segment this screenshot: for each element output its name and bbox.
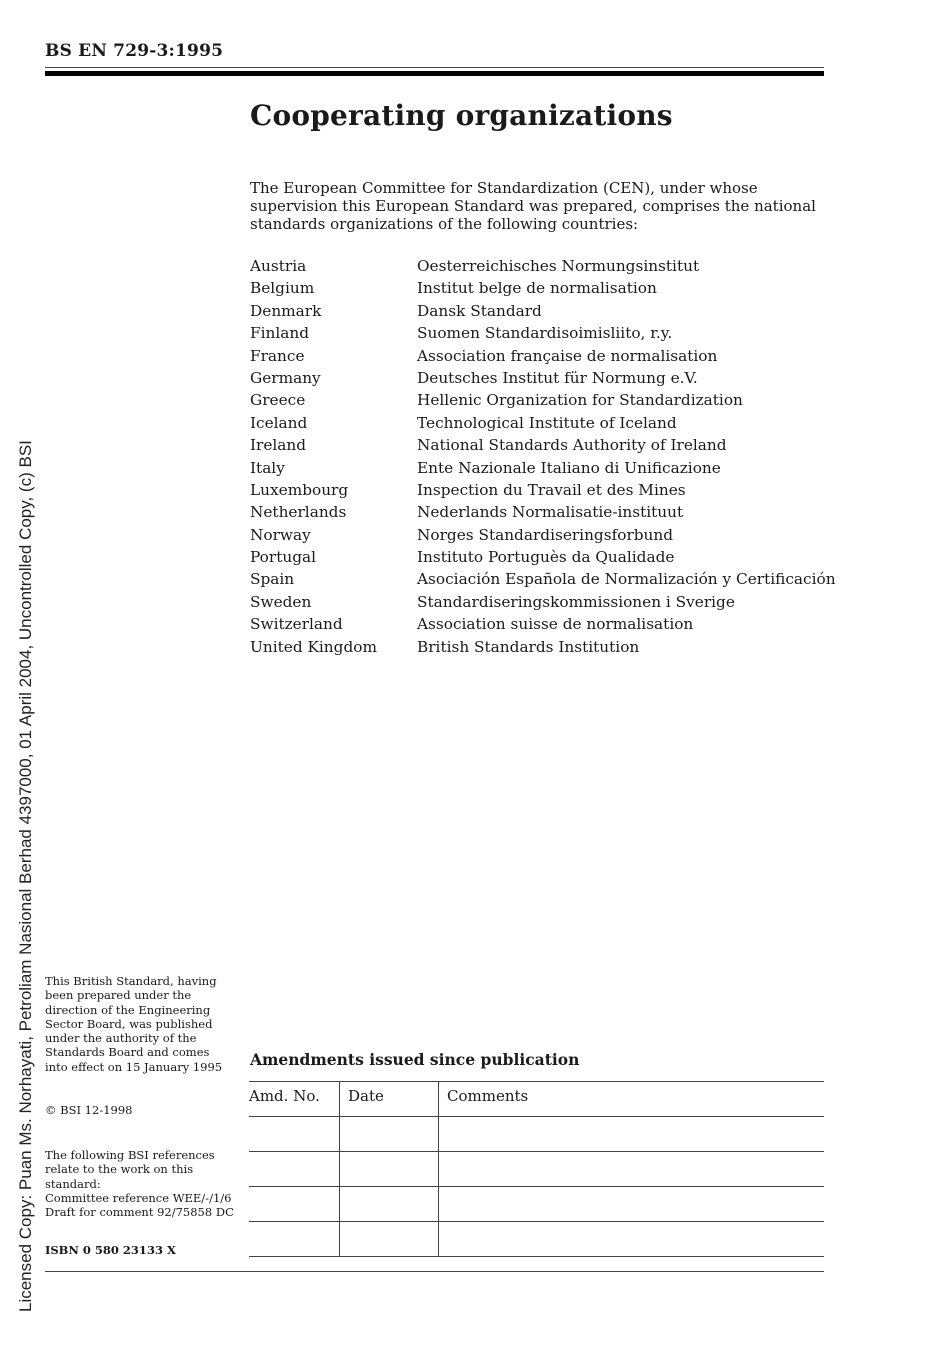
amendments-table bbox=[249, 1081, 824, 1257]
country: Ireland bbox=[250, 436, 307, 455]
committee-reference: Committee reference WEE/-/1/6 bbox=[45, 1190, 232, 1205]
list-item bbox=[250, 636, 836, 658]
table-cell bbox=[439, 1222, 825, 1257]
country: Switzerland bbox=[250, 615, 343, 634]
table-cell bbox=[340, 1187, 439, 1222]
organization-name: Dansk Standard bbox=[417, 301, 542, 320]
table-row bbox=[249, 1187, 824, 1222]
country: Finland bbox=[250, 324, 310, 343]
list-item bbox=[250, 367, 836, 389]
table-row bbox=[249, 1152, 824, 1187]
organization-name: Asociación Española de Normalización y Certificación bbox=[417, 570, 836, 589]
organization-name: Standardiseringskommissionen i Sverige bbox=[417, 592, 735, 611]
country: Luxembourg bbox=[250, 480, 349, 499]
country: Netherlands bbox=[250, 503, 347, 522]
list-item bbox=[250, 591, 836, 613]
list-item bbox=[250, 277, 836, 299]
list-item bbox=[250, 300, 836, 322]
table-cell bbox=[249, 1222, 340, 1257]
country: Spain bbox=[250, 570, 295, 589]
list-item bbox=[250, 524, 836, 546]
table-cell bbox=[249, 1187, 340, 1222]
list-item bbox=[250, 568, 836, 590]
page-title: Cooperating organizations bbox=[250, 99, 673, 132]
organization-name: Deutsches Institut für Normung e.V. bbox=[417, 368, 698, 387]
organization-name: Institut belge de normalisation bbox=[417, 279, 657, 298]
column-header-date: Date bbox=[340, 1082, 439, 1117]
list-item bbox=[250, 255, 836, 277]
country: Sweden bbox=[250, 592, 312, 611]
organization-name: Norges Standardiseringsforbund bbox=[417, 525, 674, 544]
table-cell bbox=[340, 1152, 439, 1187]
organization-name: Association suisse de normalisation bbox=[417, 615, 694, 634]
copyright-note: © BSI 12-1998 bbox=[45, 1103, 133, 1117]
intro-paragraph: The European Committee for Standardization (CEN), under whose supervision this European Standard was prepared, comprises the national standards organizations of the following countries: bbox=[250, 179, 816, 233]
country: Iceland bbox=[250, 413, 308, 432]
organization-name: National Standards Authority of Ireland bbox=[417, 436, 727, 455]
table-cell bbox=[439, 1152, 825, 1187]
table-cell bbox=[249, 1117, 340, 1152]
organization-list bbox=[250, 255, 836, 658]
country: Germany bbox=[250, 368, 321, 387]
country: United Kingdom bbox=[250, 637, 377, 656]
header-rule-thick bbox=[45, 71, 824, 76]
list-item bbox=[250, 322, 836, 344]
organization-name: Instituto Portuguès da Qualidade bbox=[417, 548, 675, 567]
bsi-references bbox=[45, 1148, 245, 1219]
country: Norway bbox=[250, 525, 311, 544]
document-id: BS EN 729-3:1995 bbox=[45, 41, 224, 61]
list-item bbox=[250, 479, 836, 501]
column-header-comments: Comments bbox=[439, 1082, 825, 1117]
header-rule-thin bbox=[45, 67, 824, 68]
organization-name: Nederlands Normalisatie-instituut bbox=[417, 503, 684, 522]
list-item bbox=[250, 412, 836, 434]
country: Portugal bbox=[250, 548, 316, 567]
organization-name: Technological Institute of Iceland bbox=[417, 413, 677, 432]
organization-name: Association française de normalisation bbox=[417, 346, 718, 365]
organization-name: British Standards Institution bbox=[417, 637, 640, 656]
organization-name: Ente Nazionale Italiano di Unificazione bbox=[417, 458, 721, 477]
list-item bbox=[250, 434, 836, 456]
column-header-amd-no: Amd. No. bbox=[249, 1082, 340, 1117]
table-cell bbox=[439, 1117, 825, 1152]
list-item bbox=[250, 457, 836, 479]
country: Italy bbox=[250, 458, 285, 477]
country: Belgium bbox=[250, 279, 315, 298]
table-cell bbox=[249, 1152, 340, 1187]
list-item bbox=[250, 389, 836, 411]
country: Greece bbox=[250, 391, 306, 410]
organization-name: Suomen Standardisoimisliito, r.y. bbox=[417, 324, 673, 343]
isbn: ISBN 0 580 23133 X bbox=[45, 1243, 176, 1257]
license-watermark: Licensed Copy: Puan Ms. Norhayati, Petroliam Nasional Berhad 4397000, 01 April 2004, Uncontrolled Copy, (c) BSI bbox=[16, 440, 35, 1312]
amendments-title: Amendments issued since publication bbox=[250, 1050, 580, 1069]
organization-name: Oesterreichisches Normungsinstitut bbox=[417, 257, 700, 275]
country: France bbox=[250, 346, 305, 365]
draft-reference: Draft for comment 92/75858 DC bbox=[45, 1205, 234, 1220]
list-item bbox=[250, 546, 836, 568]
list-item bbox=[250, 345, 836, 367]
table-header-row bbox=[249, 1082, 824, 1117]
organization-name: Hellenic Organization for Standardization bbox=[417, 391, 743, 410]
table-cell bbox=[340, 1117, 439, 1152]
country: Austria bbox=[250, 257, 307, 275]
list-item bbox=[250, 613, 836, 635]
references-intro: The following BSI references relate to the work on this standard: bbox=[45, 1148, 215, 1191]
organization-name: Inspection du Travail et des Mines bbox=[417, 480, 686, 499]
country: Denmark bbox=[250, 301, 322, 320]
table-row bbox=[249, 1117, 824, 1152]
footer-rule bbox=[45, 1271, 824, 1272]
table-row bbox=[249, 1222, 824, 1257]
table-cell bbox=[439, 1187, 825, 1222]
publication-note: This British Standard, having been prepared under the direction of the Engineering Sector Board, was published under the authority of the Standards Board and comes into effect on 15 January 1995 bbox=[45, 974, 223, 1074]
list-item bbox=[250, 501, 836, 523]
table-cell bbox=[340, 1222, 439, 1257]
